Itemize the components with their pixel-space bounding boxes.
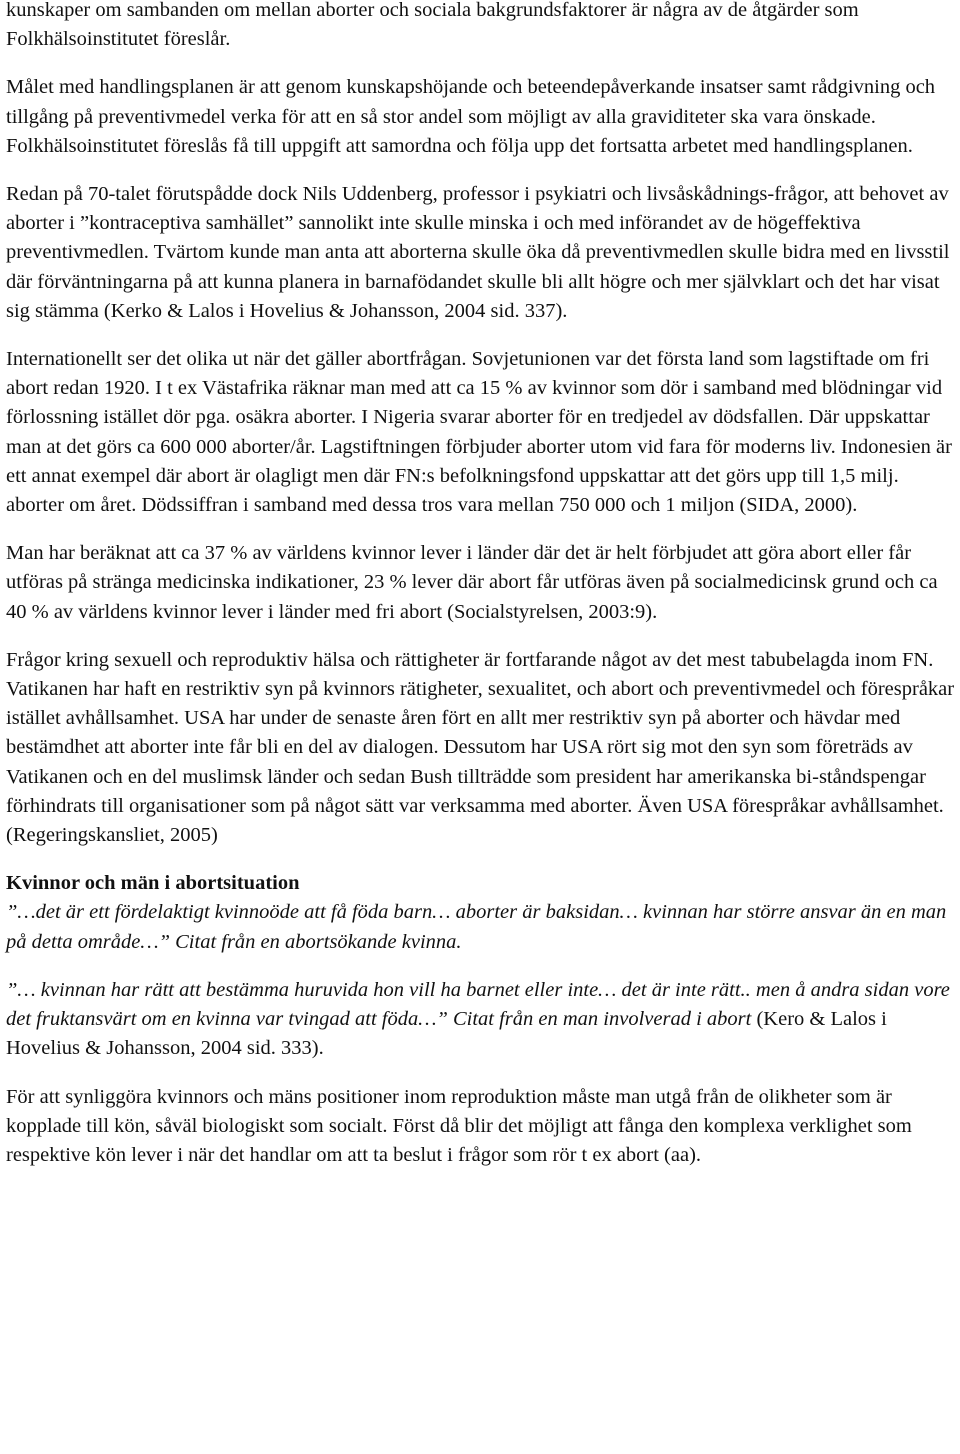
- quote-man-reference: (Kero & Lalos i Hovelius & Johansson, 2004 sid. 333).: [6, 1008, 887, 1060]
- paragraph-uddenberg: Redan på 70-talet förutspådde dock Nils Uddenberg, professor i psykiatri och livsåskådnings-frågor, att behovet av aborter i ”kontraceptiva samhället” sannolikt inte skulle minska i och med införandet av de högeffektiva preventivmedlen. Tvärtom kunde man anta att aborterna skulle öka då preventivmedlen skulle bidra med en livsstil där förväntningarna på att kunna planera in barnafödandet skulle bli allt högre och mer självklart och det har visat sig stämma (Kerko & Lalos i Hovelius & Johansson, 2004 sid. 337).: [6, 183, 950, 322]
- quote-woman: ”…det är ett fördelaktigt kvinnoöde att få föda barn… aborter är baksidan… kvinnan har större ansvar än en man på detta område…” Citat från en abortsökande kvinna.: [6, 901, 947, 953]
- quote-man: [6, 976, 956, 1064]
- quote-man-text: ”… kvinnan har rätt att bestämma huruvida hon vill ha barnet eller inte… det är inte rätt.. men å andra sidan vore det fruktansvärt om en kvinna var tvingad att föda…” Citat från en man involverad i abort: [6, 978, 950, 1031]
- paragraph-statistics: Man har beräknat att ca 37 % av världens kvinnor lever i länder där det är helt förbjudet att göra abort eller får utföras på stränga medicinska indikationer, 23 % lever där abort får utföras även på socialmedicinsk grund och ca 40 % av världens kvinnor lever i länder med fri abort (Socialstyrelsen, 2003:9).: [6, 542, 938, 623]
- section-heading: Kvinnor och män i abortsituation: [6, 872, 300, 895]
- paragraph-handlingsplan: Målet med handlingsplanen är att genom kunskapshöjande och beteendepåverkande insatser samt rådgivning och tillgång på preventivmedel verka för att en så stor andel som möjligt av alla graviditeter ska vara önskade. Folkhälsoinstitutet föreslås få till uppgift att samordna och följa upp det fortsatta arbetet med handlingsplanen.: [6, 76, 936, 157]
- paragraph-synliggora: För att synliggöra kvinnors och mäns positioner inom reproduktion måste man utgå från de olikheter som är kopplade till kön, såväl biologiskt som socialt. Först då blir det möjligt att fånga den komplexa verklighet som respektive kön lever i när det handlar om att ta beslut i frågor som rör t ex abort (aa).: [6, 1085, 912, 1166]
- paragraph-internationellt: Internationellt ser det olika ut när det gäller abortfrågan. Sovjetunionen var det första land som lagstiftade om fri abort redan 1920. I t ex Västafrika räknar man med att ca 15 % av kvinnor som dör i samband med blödningar vid förlossning istället dör pga. osäkra aborter. I Nigeria svarar aborter för en tredjedel av dödsfallen. Där uppskattar man at det görs ca 600 000 aborter/år. Lagstiftningen förbjuder aborter utom vid fara för moderns liv. Indonesien är ett annat exempel där abort är olagligt men där FN:s befolkningsfond uppskattar att det görs upp till 1,5 milj. aborter om året. Dödssiffran i samband med dessa tros vara mellan 750 000 och 1 miljon (SIDA, 2000).: [6, 348, 952, 517]
- paragraph-fn: Frågor kring sexuell och reproduktiv hälsa och rättigheter är fortfarande något av det mest tabubelagda inom FN. Vatikanen har haft en restriktiv syn på kvinnors rätigheter, sexualitet, och abort och preventivmedel och förespråkar istället avhållsamhet. USA har under de senaste åren fört en allt mer restriktiv syn på aborter och hävdar med bestämdhet att aborter inte får bli en del av dialogen. Dessutom har USA rört sig mot den syn som företräds av Vatikanen och en del muslimsk länder och sedan Bush tillträdde som president har amerikanska bi-ståndspengar förhindrats till organisationer som på något sätt var verksamma med aborter. Även USA förespråkar avhållsamhet. (Regeringskansliet, 2005): [6, 648, 955, 847]
- paragraph-intro-continuation: kunskaper om sambanden om mellan aborter och sociala bakgrundsfaktorer är några av de åtgärder som Folkhälsoinstitutet föreslår.: [6, 0, 859, 51]
- document-page: [6, 0, 956, 1170]
